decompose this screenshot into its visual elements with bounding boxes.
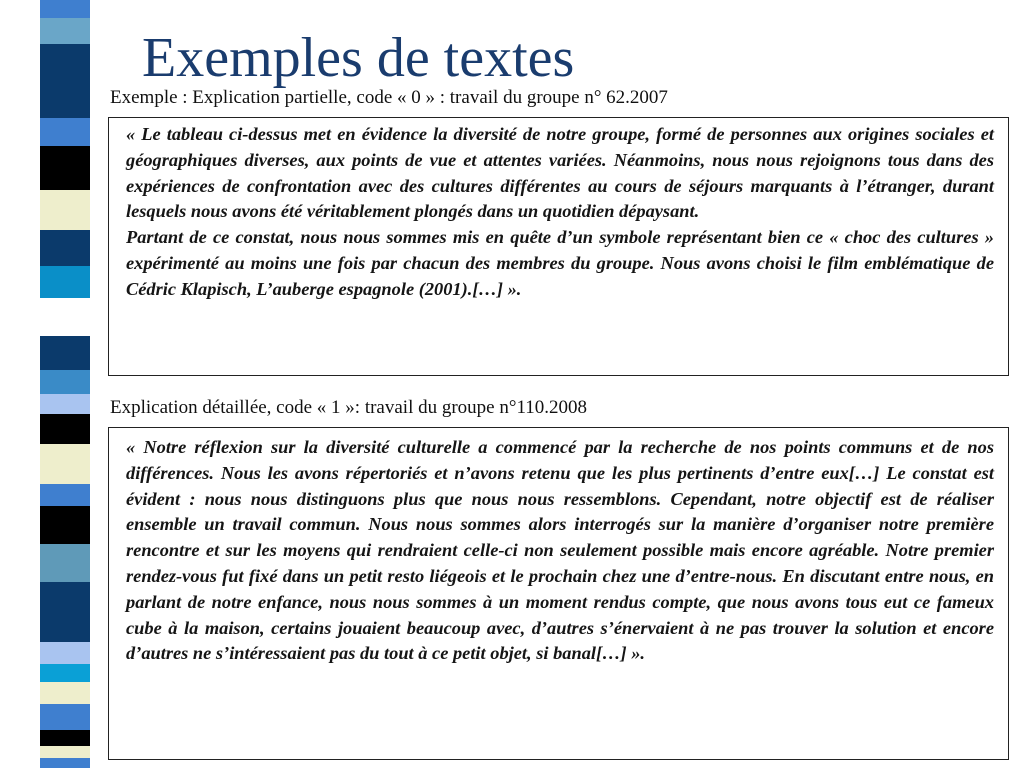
stripe-band	[40, 444, 90, 484]
stripe-band	[40, 146, 90, 190]
stripe-band	[40, 642, 90, 664]
stripe-band	[40, 230, 90, 266]
stripe-band	[40, 730, 90, 746]
stripe-band	[40, 682, 90, 704]
stripe-band	[40, 414, 90, 444]
example-1-paragraph-1: « Le tableau ci-dessus met en évidence la diversité de notre groupe, formé de personnes aux origines sociales et géographiques diverses, aux points de vue et attentes variées. Néanmoins, nous nous rejoignons tous dans des expériences de confrontation avec des cultures différentes au cours de séjours marquants à l’étranger, durant lesquels nous avons été véritablement plongés dans un quotidien dépaysant.	[126, 124, 994, 222]
stripe-band	[40, 394, 90, 414]
stripe-band	[40, 266, 90, 298]
stripe-band	[40, 704, 90, 730]
stripe-band	[40, 44, 90, 78]
decorative-stripe	[40, 0, 90, 768]
stripe-band	[40, 758, 90, 768]
stripe-band	[40, 664, 90, 682]
example-1-quote-box	[108, 117, 1009, 376]
example-2-paragraph-1: « Notre réflexion sur la diversité culturelle a commencé par la recherche de nos points communs et de nos différences. Nous les avons répertoriés et n’avons retenu que les plus pertinents d’entre eux[…] Le constat est évident : nous nous distinguons plus que nous nous ressemblons. Cependant, notre objectif est de réaliser ensemble un travail commun. Nous nous sommes alors interrogés sur la manière d’organiser notre première rencontre et sur les moyens qui rendraient celle-ci non seulement possible mais encore agréable. Notre premier rendez-vous fut fixé dans un petit resto liégeois et le prochain chez une d’entre-nous. En discutant entre nous, en parlant de notre enfance, nous nous sommes à un moment rendus compte, que nous avons tous eut ce fameux cube à la maison, certains jouaient beaucoup avec, d’autres s’énervaient à ne pas trouver la solution et encore d’autres ne s’intéressaient pas du tout à ce petit objet, si banal[…] ».	[126, 437, 994, 664]
stripe-band	[40, 298, 90, 336]
stripe-band	[40, 484, 90, 506]
stripe-band	[40, 582, 90, 602]
example-2-caption: Explication détaillée, code « 1 »: travail du groupe n°110.2008	[110, 397, 588, 418]
example-2-quote	[126, 435, 994, 667]
stripe-band	[40, 0, 90, 18]
stripe-band	[40, 370, 90, 394]
slide-title: Exemples de textes	[142, 27, 575, 89]
example-1-paragraph-2: Partant de ce constat, nous nous sommes mis en quête d’un symbole représentant bien ce « choc des cultures » expérimenté au moins une fois par chacun des membres du groupe. Nous avons choisi le film emblématique de Cédric Klapisch, L’auberge espagnole (2001).[…] ».	[126, 227, 994, 299]
example-1-caption: Exemple : Explication partielle, code « 0 » : travail du groupe n° 62.2007	[110, 87, 668, 108]
stripe-band	[40, 190, 90, 230]
stripe-band	[40, 746, 90, 758]
stripe-band	[40, 544, 90, 582]
stripe-band	[40, 602, 90, 642]
example-1-quote	[126, 122, 994, 303]
stripe-band	[40, 336, 90, 370]
stripe-band	[40, 78, 90, 118]
stripe-band	[40, 506, 90, 544]
example-2-quote-box	[108, 427, 1009, 760]
stripe-band	[40, 18, 90, 44]
stripe-band	[40, 118, 90, 146]
